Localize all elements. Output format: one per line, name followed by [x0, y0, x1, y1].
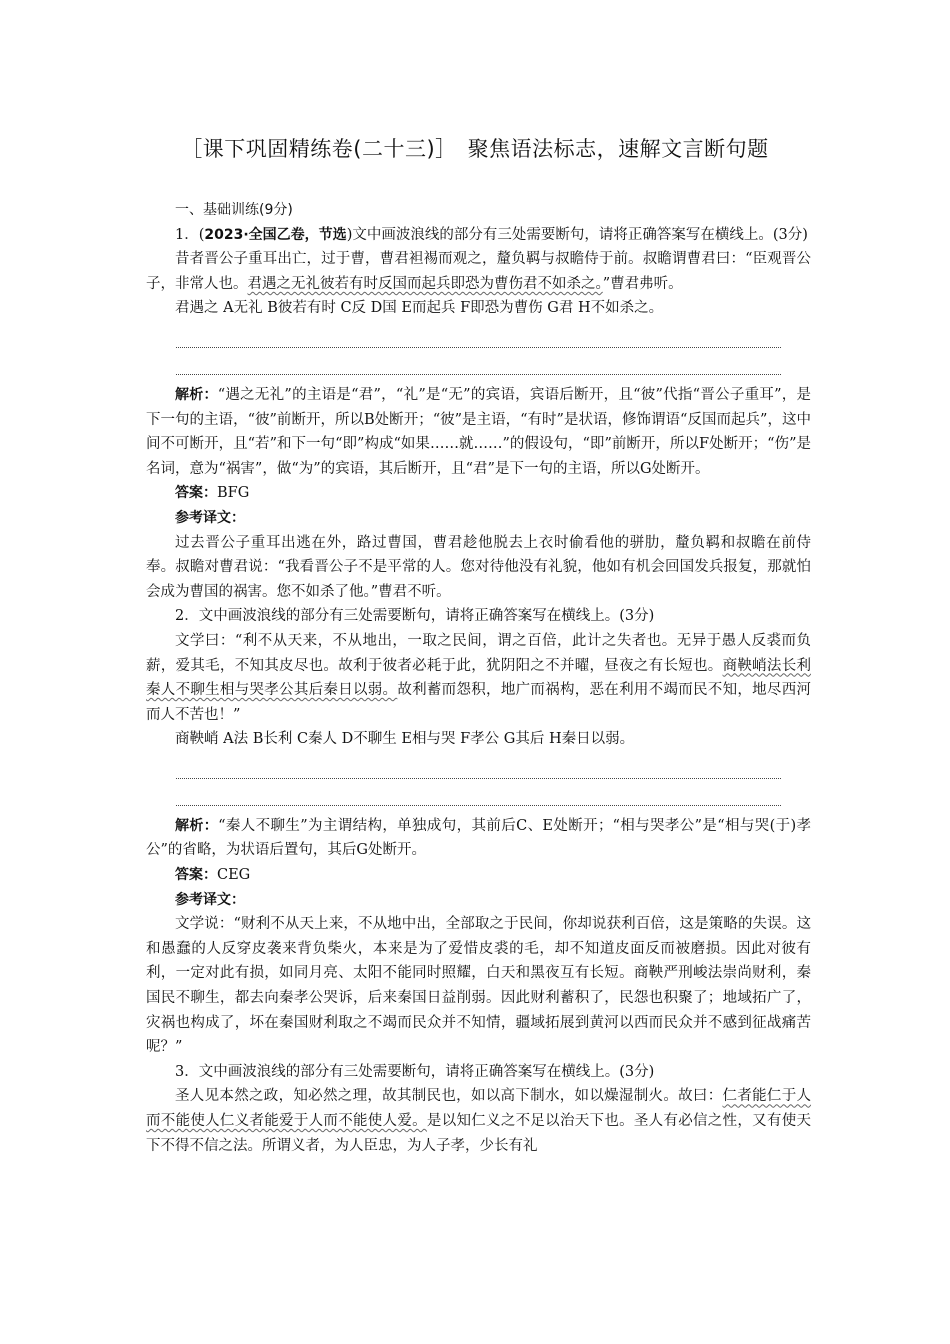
wavy-underlined-text: 君遇之无礼彼若有时反国而起兵即恐为曹伤君不如杀之。 [247, 275, 603, 292]
answer-text: CEG [217, 867, 251, 884]
question-2-translation: 文学说：“财利不从天上来，不从地中出，全部取之于民间，你却说获利百倍，这是策略的失误。这和愚蠢的人反穿皮袭来背负柴火，本来是为了爱惜皮裘的毛，却不知道皮面反而被磨损。因此对彼有利，一定对此有损，如同月亮、太阳不能同时照耀，白天和黑夜互有长短。商鞅严刑峻法崇尚财利，秦国民不聊生，都去向秦孝公哭诉，后来秦国日益削弱。因此财利蓄积了，民怨也积聚了；地域拓广了，灾祸也构成了，坏在秦国财利取之不竭而民众并不知情，疆域拓展到黄河以西而民众并不感到征战痛苦呢？” [146, 916, 811, 1056]
translation-label: 参考译文： [175, 891, 245, 908]
passage-text: 昔者晋公子重耳出亡，过于曹，曹君袒裼而观之，釐负羁与叔瞻侍于前。叔瞻谓曹君曰：“臣观晋公子，非常人也。 [146, 251, 811, 292]
question-1-passage [146, 247, 811, 296]
passage-text-end: 是以知仁义之不足以治天下也。圣人有必信之性，又有使天下不得不信之法。所谓义者，为人臣忠，为人子孝，少长有礼 [146, 1113, 812, 1154]
passage-text-end: 故利蓄而怨积，地广而祸构，恶在利用不竭而民不知，地尽西河而人不苦也！” [146, 682, 811, 723]
question-number: 1．( [175, 226, 205, 243]
question-3-prompt: 3．文中画波浪线的部分有三处需要断句，请将正确答案写在横线上。(3分) [175, 1063, 655, 1080]
question-2-answer [146, 863, 811, 888]
analysis-text: “遇之无礼”的主语是“君”，“礼”是“无”的宾语，宾语后断开，且“彼”代指“晋公子重耳”，是下一句的主语，“彼”前断开，所以B处断开；“彼”是主语，“有时”是状语，修饰谓语“反国而起兵”，这中间不可断开，且“若”和下一句“即”构成“如果……就……”的假设句，“即”前断开，所以F处断开；“伤”是名词，意为“祸害”，做“为”的宾语，其后断开，且“君”是下一句的主语，所以G处断开。 [146, 386, 812, 477]
answer-text: BFG [217, 485, 250, 502]
answer-line-1[interactable] [176, 321, 781, 348]
spacer [146, 806, 811, 814]
question-2-prompt: 2．文中画波浪线的部分有三处需要断句，请将正确答案写在横线上。(3分) [175, 608, 655, 625]
passage-text: 文学曰：“利不从天来，不从地出，一取之民间，谓之百倍，此计之失者也。无异于愚人反裘而负薪，爱其毛，不知其皮尽也。故利于彼者必耗于此，犹阴阳之不并曜，昼夜之有长短也。 [146, 632, 811, 674]
section-heading: 一、基础训练(9分) [175, 202, 293, 218]
question-1-analysis [146, 383, 811, 481]
passage-text-end: ”曹君弗听。 [602, 275, 683, 292]
question-2-options: 商鞅峭 A法 B长利 C秦人 D不聊生 E相与哭 F孝公 G其后 H秦日以弱。 [175, 731, 635, 748]
analysis-text: “秦人不聊生”为主谓结构，单独成句，其前后C、E处断开；“相与哭孝公”是“相与哭(于)孝公”的省略，为状语后置句，其后G处断开。 [146, 817, 812, 859]
answer-line-1[interactable] [176, 752, 781, 779]
document-body [146, 198, 811, 1158]
question-1-answer [146, 481, 811, 506]
page-title: ［课下巩固精练卷(二十三)］ 聚焦语法标志，速解文言断句题 [181, 137, 769, 161]
answer-label: 答案： [175, 867, 217, 884]
translation-label: 参考译文： [175, 509, 245, 526]
spacer [146, 375, 811, 383]
answer-line-2[interactable] [176, 348, 781, 375]
wavy-underlined-text: 商鞅峭法长利秦人不聊生相与哭孝公其后秦日以弱。 [146, 657, 811, 699]
answer-line-2[interactable] [176, 779, 781, 806]
question-source: 2023·全国乙卷，节选 [204, 226, 347, 243]
question-2-passage [146, 629, 811, 727]
analysis-label: 解析： [175, 386, 218, 403]
question-text: )文中画波浪线的部分有三处需要断句，请将正确答案写在横线上。(3分) [346, 226, 808, 243]
passage-text: 圣人见本然之政，知必然之理，故其制民也，如以高下制水，如以燥湿制火。故曰： [175, 1088, 723, 1105]
question-1-options: 君遇之 A无礼 B彼若有时 C反 D国 E而起兵 F即恐为曹伤 G君 H不如杀之。 [175, 300, 664, 317]
question-1-translation: 过去晋公子重耳出逃在外，路过曹国，曹君趁他脱去上衣时偷看他的骈肋，釐负羁和叔瞻在前侍奉。叔瞻对曹君说：“我看晋公子不是平常的人。您对待他没有礼貌，他如有机会回国发兵报复，那就怕会成为曹国的祸害。您不如杀了他。”曹君不听。 [146, 534, 811, 600]
analysis-label: 解析： [175, 817, 219, 834]
wavy-underlined-text: 仁者能仁于人而不能使人仁义者能爱于人而不能使人爱。 [146, 1088, 812, 1129]
question-3-passage [146, 1084, 811, 1158]
answer-label: 答案： [175, 485, 217, 502]
question-2-analysis [146, 814, 811, 863]
question-1-prompt [146, 223, 811, 248]
